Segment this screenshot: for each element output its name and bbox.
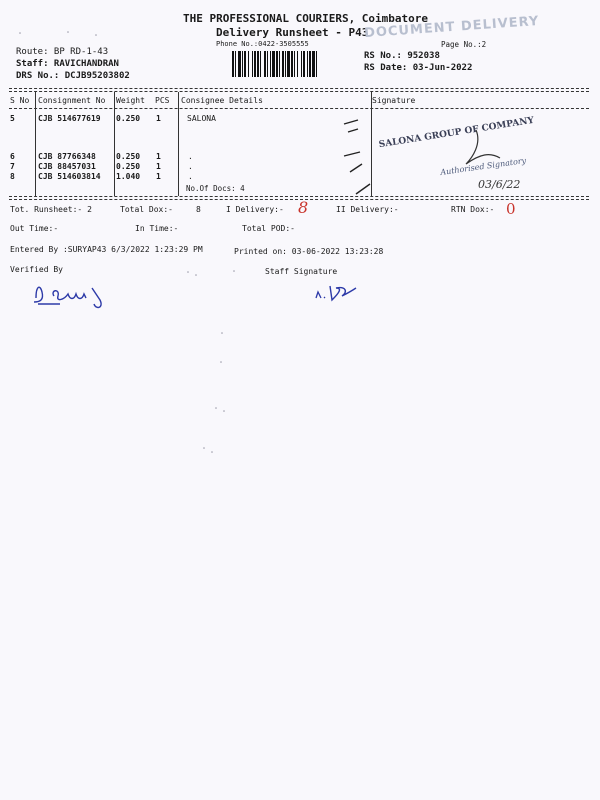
rtn-dox-value: 0: [506, 200, 516, 218]
verified-by-label: Verified By: [10, 265, 63, 274]
staff-label: Staff: RAVICHANDRAN: [16, 59, 119, 69]
row-weight: 1.040: [116, 172, 141, 181]
route-label: Route: BP RD-1-43: [16, 47, 109, 57]
rs-date: RS Date: 03-Jun-2022: [364, 63, 473, 73]
i-delivery-value: 8: [298, 198, 309, 217]
row-weight: 0.250: [116, 162, 141, 171]
drs-number: DRS No.: DCJB95203802: [16, 71, 130, 81]
handwritten-date: 03/6/22: [478, 178, 521, 191]
row-consignment: CJB 87766348: [38, 152, 96, 161]
page-number: Page No.:2: [441, 40, 487, 49]
in-time-label: In Time:-: [135, 224, 179, 233]
total-pod-label: Total POD:-: [242, 224, 295, 233]
total-dox-value: 8: [196, 205, 201, 214]
no-of-docs: No.Of Docs: 4: [186, 184, 245, 193]
row-consignee: .: [188, 152, 193, 161]
col-header-weight: Weight: [116, 96, 145, 105]
printed-on: Printed on: 03-06-2022 13:23:28: [234, 247, 384, 256]
row-pcs: 1: [156, 162, 161, 171]
row-weight: 0.250: [116, 152, 141, 161]
runsheet-title: Delivery Runsheet - P43: [216, 26, 369, 39]
row-consignee: .: [188, 162, 193, 171]
col-header-signature: Signature: [372, 96, 416, 105]
phone-number: Phone No.:0422-3505555: [216, 40, 309, 48]
rs-number: RS No.: 952038: [364, 51, 440, 61]
i-delivery-label: I Delivery:-: [226, 205, 284, 214]
out-time-label: Out Time:-: [10, 224, 59, 233]
row-consignment: CJB 514603814: [38, 172, 101, 181]
col-header-consignment: Consignment No: [38, 96, 106, 105]
company-title: THE PROFESSIONAL COURIERS, Coimbatore: [183, 12, 429, 25]
row-sno: 8: [10, 172, 15, 181]
row-consignment: CJB 514677619: [38, 114, 101, 123]
row-consignment: CJB 88457031: [38, 162, 96, 171]
authorised-signatory: Authorised Signatory: [439, 156, 527, 177]
col-header-sno: S No: [10, 96, 30, 105]
ii-delivery-label: II Delivery:-: [336, 205, 399, 214]
row-pcs: 1: [156, 152, 161, 161]
row-consignee: .: [188, 172, 193, 181]
entered-by: Entered By :SURYAP43 6/3/2022 1:23:29 PM: [10, 245, 203, 254]
document-delivery-stamp: DOCUMENT DELIVERY: [363, 13, 540, 42]
total-runsheet: Tot. Runsheet:- 2: [10, 205, 92, 214]
col-header-pcs: PCS: [155, 96, 170, 105]
staff-signature-label: Staff Signature: [265, 267, 338, 276]
row-consignee: SALONA: [187, 114, 216, 123]
row-pcs: 1: [156, 172, 161, 181]
company-stamp: SALONA GROUP OF COMPANY: [378, 115, 535, 151]
row-sno: 6: [10, 152, 15, 161]
total-dox-label: Total Dox:-: [120, 205, 173, 214]
row-pcs: 1: [156, 114, 161, 123]
row-weight: 0.250: [116, 114, 141, 123]
row-sno: 5: [10, 114, 15, 123]
col-header-consignee: Consignee Details: [181, 96, 263, 105]
row-sno: 7: [10, 162, 15, 171]
rtn-dox-label: RTN Dox:-: [451, 205, 495, 214]
